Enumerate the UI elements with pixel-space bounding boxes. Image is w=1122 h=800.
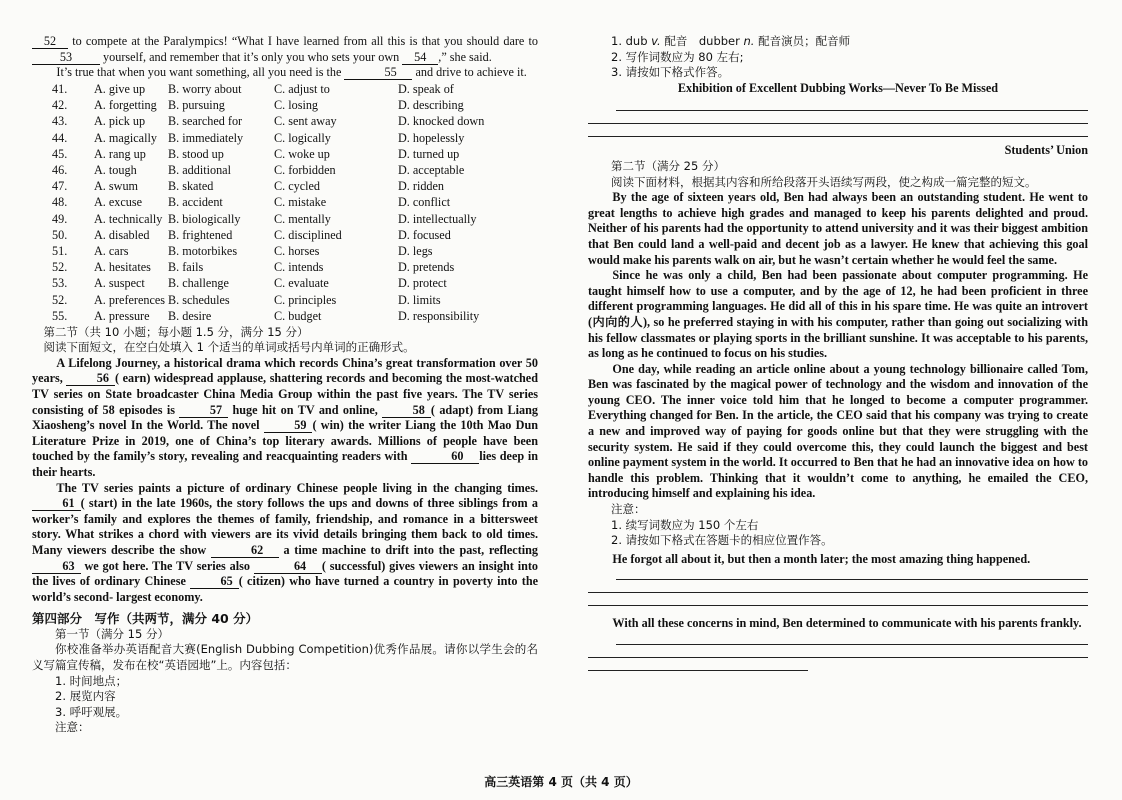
text: The TV series paints a picture of ordinary Chinese people living in the changing times. bbox=[56, 480, 538, 495]
page-footer: 高三英语第 4 页（共 4 页） bbox=[484, 775, 638, 789]
answer-line bbox=[588, 657, 1088, 658]
opt-a: A. disabled bbox=[94, 227, 150, 242]
writing-section1-heading: 第一节（满分 15 分） bbox=[55, 626, 169, 641]
q-num: 47. bbox=[52, 179, 68, 194]
opt-a: A. suspect bbox=[94, 276, 145, 291]
blank-64: 64 bbox=[254, 560, 322, 574]
text: ( citizen) who have turned a country in poverty into the world’s second- largest economy. bbox=[32, 574, 539, 604]
opt-a: A. hesitates bbox=[94, 260, 151, 275]
text: lies deep in their hearts. bbox=[32, 449, 538, 479]
opt-d: D. conflict bbox=[398, 195, 451, 210]
text: huge hit on TV and online, bbox=[232, 402, 378, 417]
answer-line bbox=[588, 136, 1088, 137]
q-num: 48. bbox=[52, 195, 68, 210]
opt-b: B. biologically bbox=[168, 211, 241, 226]
opt-d: D. acceptable bbox=[398, 163, 465, 178]
text: v. bbox=[651, 34, 661, 48]
continuation-heading: 第二节（满分 25 分） bbox=[611, 158, 725, 173]
opt-b: B. pursuing bbox=[168, 98, 225, 113]
text: n. bbox=[743, 34, 755, 48]
opt-d: D. speak of bbox=[398, 82, 454, 97]
cloze-tail bbox=[32, 34, 538, 65]
blank-54: 54 bbox=[402, 51, 438, 65]
opt-b: B. additional bbox=[168, 163, 231, 178]
text: A Lifelong Journey, a historical drama which records China’s great transformation over 50 years, bbox=[32, 355, 538, 386]
note: 3. 请按如下格式作答。 bbox=[611, 65, 730, 80]
left-column bbox=[32, 34, 538, 736]
blank-61: 61 bbox=[32, 497, 81, 511]
section2-heading: 第二节（共 10 小题；每小题 1.5 分，满分 15 分） bbox=[43, 324, 309, 339]
opt-c: C. forbidden bbox=[274, 163, 336, 178]
text: a time machine to drift into the past, reflecting bbox=[283, 542, 539, 557]
option-row bbox=[32, 98, 538, 114]
task-point: 3. 呼吁观展。 bbox=[55, 704, 128, 719]
text: yourself, and remember that it’s only you who sets your own bbox=[103, 49, 400, 64]
opt-c: C. horses bbox=[274, 243, 320, 258]
passage-paragraph-2 bbox=[32, 481, 538, 606]
opt-a: A. preferences bbox=[94, 292, 166, 307]
opt-c: C. principles bbox=[274, 292, 337, 307]
opt-a: A. forgetting bbox=[94, 98, 157, 113]
writing-section1-task: 你校准备举办英语配音大赛(English Dubbing Competition)优秀作品展。请你以学生会的名义写篇宣传稿，发布在校“英语园地”上。内容包括： bbox=[32, 642, 538, 673]
opt-d: D. knocked down bbox=[398, 114, 485, 129]
passage-paragraph-1 bbox=[32, 356, 538, 481]
opt-b: B. frightened bbox=[168, 227, 233, 242]
opt-d: D. responsibility bbox=[398, 308, 480, 323]
option-row bbox=[32, 308, 538, 324]
note-dub bbox=[588, 34, 1088, 50]
opt-d: D. ridden bbox=[398, 179, 445, 194]
q-num: 42. bbox=[52, 98, 68, 113]
option-row bbox=[32, 276, 538, 292]
option-row bbox=[32, 211, 538, 227]
opt-a: A. pressure bbox=[94, 308, 150, 323]
text: 配音 dubber bbox=[660, 34, 744, 48]
option-row bbox=[32, 244, 538, 260]
opt-d: D. legs bbox=[398, 243, 433, 258]
opt-d: D. protect bbox=[398, 276, 447, 291]
task-point: 1. 时间地点； bbox=[55, 673, 128, 688]
q-num: 43. bbox=[52, 114, 68, 129]
option-row bbox=[32, 260, 538, 276]
blank-62: 62 bbox=[211, 544, 279, 558]
opt-c: C. evaluate bbox=[274, 276, 329, 291]
note: 2. 请按如下格式在答题卡的相应位置作答。 bbox=[611, 533, 833, 548]
blank-58: 58 bbox=[382, 404, 431, 418]
text: to compete at the Paralympics! “What I have learned from all this is that you should dare to bbox=[72, 34, 539, 48]
opt-c: C. intends bbox=[274, 260, 324, 275]
answer-line bbox=[588, 670, 808, 671]
blank-56: 56 bbox=[66, 372, 115, 386]
story-paragraph: One day, while reading an article online about a young technology billionaire called Tom, Ben was fascinated by the magical power of technology and the wisdom and innovation of the young CEO. The inner voice told him that he longed to become a computer programmer. Everything changed for Ben. In the article, the CEO said that his company was trying to create a new and improved way of paying for goods online but that they were struggling with the security system. He said if they could overcome this, they could launch the biggest and best online payment system in the world. It occurred to Ben that he had an innovative idea on how to handle this problem. Thinking that it wouldn’t come to anything, he emailed the CEO, introducing himself and explaining his idea. bbox=[588, 361, 1088, 501]
blank-52: 52 bbox=[32, 35, 68, 49]
answer-line bbox=[588, 123, 1088, 124]
answer-line bbox=[588, 605, 1088, 606]
continuation-instructions: 阅读下面材料，根据其内容和所给段落开头语续写两段，使之构成一篇完整的短文。 bbox=[611, 174, 1037, 189]
opt-b: B. skated bbox=[168, 179, 214, 194]
opt-b: B. stood up bbox=[168, 146, 224, 161]
opt-a: A. excuse bbox=[94, 195, 143, 210]
text: we got here. The TV series also bbox=[84, 558, 250, 573]
option-row bbox=[32, 130, 538, 146]
opt-d: D. pretends bbox=[398, 260, 455, 275]
opt-c: C. sent away bbox=[274, 114, 337, 129]
essay-title: Exhibition of Excellent Dubbing Works—Never To Be Missed bbox=[677, 80, 999, 95]
opt-a: A. technically bbox=[94, 211, 163, 226]
opt-d: D. turned up bbox=[398, 146, 460, 161]
note: 1. 续写词数应为 150 个左右 bbox=[611, 517, 759, 532]
right-column bbox=[588, 34, 1088, 671]
opt-b: B. desire bbox=[168, 308, 212, 323]
opt-b: B. immediately bbox=[168, 130, 244, 145]
blank-55: 55 bbox=[344, 66, 412, 80]
opt-c: C. logically bbox=[274, 130, 331, 145]
section2-instructions: 阅读下面短文，在空白处填入 1 个适当的单词或括号内单词的正确形式。 bbox=[43, 340, 415, 355]
opt-b: B. challenge bbox=[168, 276, 229, 291]
q-num: 53. bbox=[52, 276, 68, 291]
q-num: 51. bbox=[52, 243, 68, 258]
text: 1. dub bbox=[611, 34, 652, 48]
blank-59: 59 bbox=[264, 419, 313, 433]
story-paragraph: By the age of sixteen years old, Ben had always been an outstanding student. He went to great lengths to achieve high grades and managed to keep his parents delighted and proud. Neither of his parents had the opportunity to attend university and it was their biggest ambition that Ben could land a well-paid and decent job as a lawyer. He knew that achieving this goal would make his parents walk on air, but he wasn’t certain whether he would feel the same. bbox=[588, 190, 1088, 267]
text: ( adapt) from Liang Xiaosheng’s novel In the World. The novel bbox=[32, 402, 539, 433]
blank-63: 63 bbox=[32, 560, 81, 574]
opt-a: A. swum bbox=[94, 179, 139, 194]
opt-d: D. intellectually bbox=[398, 211, 477, 226]
text: ( win) the writer Liang the 10th Mao Dun Literature Prize in 2019, one of China’s top literary awards. Millions of people have been touched by the family’s story, revealing and reacquainting readers with bbox=[32, 418, 539, 464]
option-row bbox=[32, 163, 538, 179]
text: 配音演员；配音师 bbox=[754, 34, 851, 48]
opt-a: A. pick up bbox=[94, 114, 146, 129]
blank-65: 65 bbox=[190, 575, 239, 589]
note: 2. 写作词数应为 80 左右; bbox=[611, 49, 744, 64]
notes-label: 注意： bbox=[611, 502, 646, 517]
opt-b: B. searched for bbox=[168, 114, 243, 129]
text: ( start) in the late 1960s, the story follows the ups and downs of three siblings from a worker’s family and explores the themes of family, friendship, and romance in a bittersweet story. What strikes a chord with viewers are its vivid details bringing them back to old times. Many viewers describe the show bbox=[32, 496, 538, 557]
blank-53: 53 bbox=[32, 51, 100, 65]
opt-d: D. focused bbox=[398, 227, 451, 242]
task-point: 2. 展览内容 bbox=[55, 689, 116, 704]
notes-label: 注意： bbox=[55, 720, 90, 735]
opt-b: B. accident bbox=[168, 195, 223, 210]
answer-line bbox=[616, 644, 1088, 645]
options-list bbox=[32, 82, 538, 325]
option-row bbox=[32, 114, 538, 130]
opt-a: A. give up bbox=[94, 82, 146, 97]
answer-line bbox=[588, 592, 1088, 593]
opt-d: D. describing bbox=[398, 98, 464, 113]
option-row bbox=[32, 227, 538, 243]
q-num: 46. bbox=[52, 163, 68, 178]
opt-b: B. schedules bbox=[168, 292, 230, 307]
text: It’s true that when you want something, all you need is the bbox=[56, 65, 342, 80]
story-paragraph: Since he was only a child, Ben had been passionate about computer programming. He taught himself how to use a computer, and by the age of 12, he had been proficient in three different programming languages. He did all of this in his spare time. He was quite an introvert (内向的人), so he preferred staying in with his computer, rather than going out socializing with his fellow classmates or playing sports in the brilliant sunshine. It was acceptable to his parents, as long as he continued to focus on his studies. bbox=[588, 268, 1088, 361]
q-num: 45. bbox=[52, 146, 68, 161]
opt-c: C. woke up bbox=[274, 146, 330, 161]
q-num: 44. bbox=[52, 130, 68, 145]
text: ( earn) widespread applause, shattering records and becoming the most-watched TV series on State broadcaster China Media Group within the past five years. The TV series consisting of 58 episodes is bbox=[32, 371, 538, 417]
opt-c: C. mistake bbox=[274, 195, 327, 210]
blank-60: 60 bbox=[411, 450, 479, 464]
paragraph1-opener: He forgot all about it, but then a month later; the most amazing thing happened. bbox=[612, 551, 1031, 566]
part4-heading: 第四部分 写作（共两节，满分 40 分） bbox=[32, 611, 259, 627]
opt-c: C. disciplined bbox=[274, 227, 342, 242]
opt-a: A. magically bbox=[94, 130, 157, 145]
signature: Students’ Union bbox=[1004, 143, 1088, 158]
option-row bbox=[32, 179, 538, 195]
text: ,” she said. bbox=[438, 49, 492, 64]
opt-b: B. fails bbox=[168, 260, 204, 275]
opt-b: B. motorbikes bbox=[168, 243, 238, 258]
opt-a: A. tough bbox=[94, 163, 137, 178]
q-num: 52. bbox=[52, 260, 68, 275]
q-num: 55. bbox=[52, 308, 68, 323]
answer-line bbox=[616, 579, 1088, 580]
q-num: 52. bbox=[52, 292, 68, 307]
option-row bbox=[32, 147, 538, 163]
text: ( successful) gives viewers an insight into the lives of ordinary Chinese bbox=[32, 558, 539, 589]
q-num: 41. bbox=[52, 82, 68, 97]
opt-c: C. cycled bbox=[274, 179, 321, 194]
cloze-tail-2 bbox=[32, 65, 538, 81]
opt-d: D. hopelessly bbox=[398, 130, 465, 145]
opt-c: C. losing bbox=[274, 98, 319, 113]
opt-c: C. adjust to bbox=[274, 82, 330, 97]
answer-line bbox=[616, 110, 1088, 111]
option-row bbox=[32, 195, 538, 211]
opt-b: B. worry about bbox=[168, 82, 242, 97]
option-row bbox=[32, 82, 538, 98]
blank-57: 57 bbox=[179, 404, 228, 418]
q-num: 49. bbox=[52, 211, 68, 226]
opt-c: C. mentally bbox=[274, 211, 331, 226]
opt-d: D. limits bbox=[398, 292, 441, 307]
opt-c: C. budget bbox=[274, 308, 322, 323]
option-row bbox=[32, 292, 538, 308]
q-num: 50. bbox=[52, 227, 68, 242]
paragraph2-opener: With all these concerns in mind, Ben determined to communicate with his parents frankly. bbox=[612, 616, 1082, 631]
opt-a: A. rang up bbox=[94, 146, 146, 161]
text: and drive to achieve it. bbox=[415, 65, 527, 80]
opt-a: A. cars bbox=[94, 243, 129, 258]
